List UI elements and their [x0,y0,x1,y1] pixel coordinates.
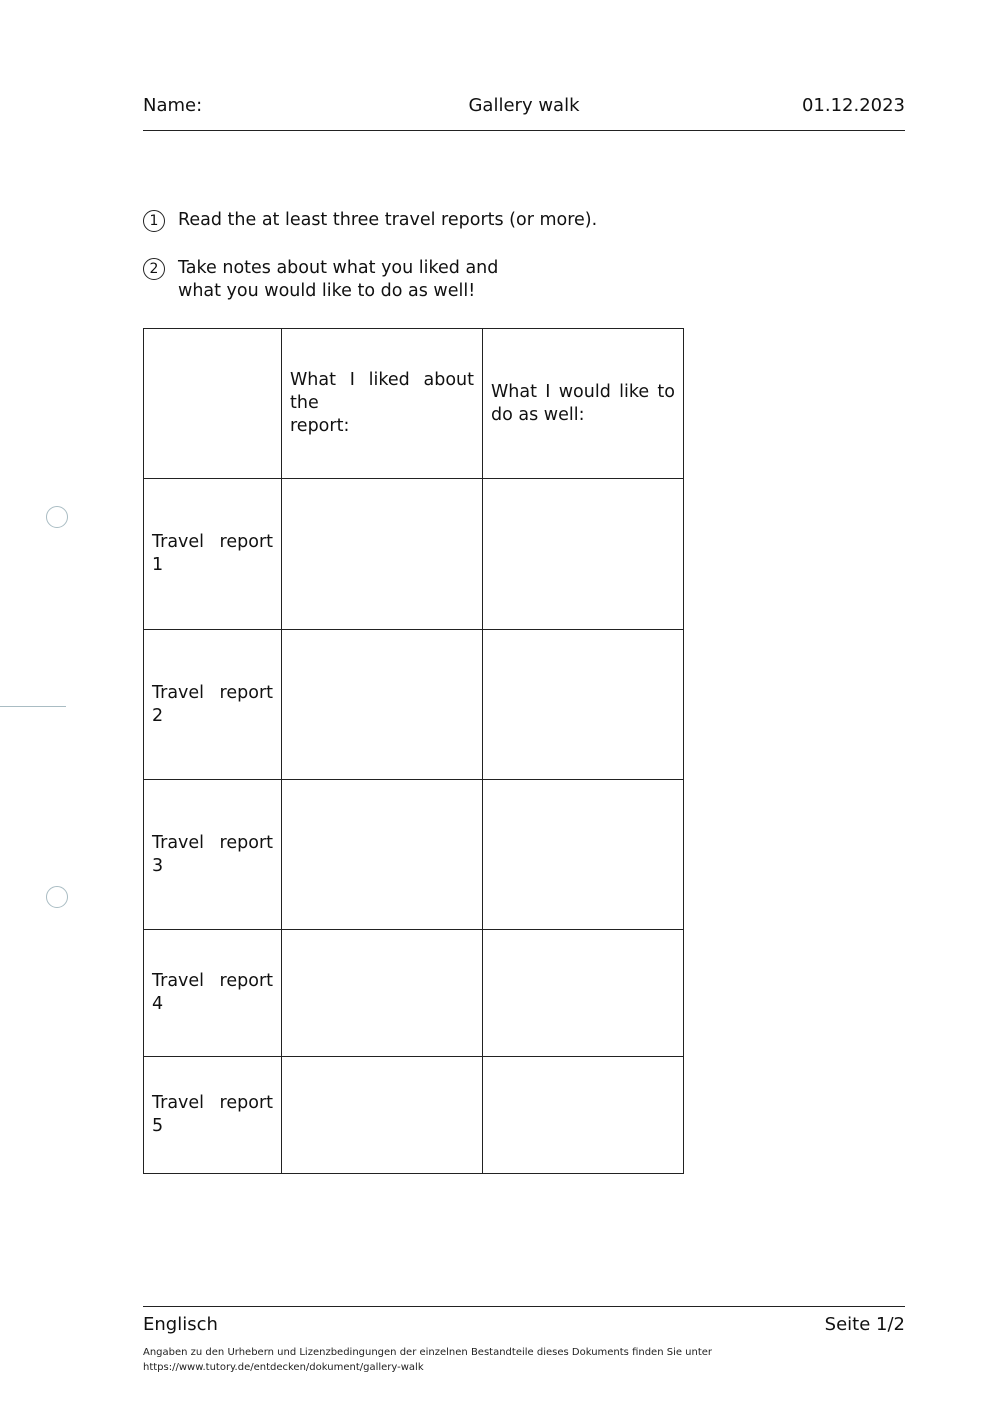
row-label-word: report [219,832,273,853]
table-header-row [144,329,684,479]
header-liked-line: What I liked about the [290,370,474,413]
liked-notes-cell[interactable] [282,1057,483,1174]
name-label: Name: [143,95,203,116]
row-label-word: Travel [152,832,205,853]
header-word: would [558,381,611,402]
header-word: I [545,381,551,402]
row-label-word: Travel [152,682,205,703]
task-number-circle: 2 [143,258,165,280]
license-note [143,1345,712,1375]
row-label-cell [144,479,282,630]
header-word: What [491,381,537,402]
task-line: Take notes about what you liked and [178,258,499,278]
subject-label: Englisch [143,1314,218,1335]
table-row [144,930,684,1057]
liked-notes-cell[interactable] [282,630,483,780]
table-row [144,1057,684,1174]
task-text [178,257,498,303]
table-row [144,630,684,780]
page-footer [143,1306,905,1373]
like-to-do-notes-cell[interactable] [483,479,684,630]
row-label-line [152,531,273,554]
liked-notes-cell[interactable] [282,479,483,630]
table-row [144,479,684,630]
fold-mark [0,706,66,707]
like-to-do-notes-cell[interactable] [483,1057,684,1174]
row-label-word: Travel [152,532,205,552]
page-title: Gallery walk [468,95,580,116]
liked-notes-cell[interactable] [282,780,483,930]
header-like-to-do-line [491,381,675,404]
row-label-number: 3 [152,855,164,876]
header-word: like [619,381,650,402]
license-url[interactable]: https://www.tutory.de/entdecken/dokument/gallery-walk [143,1362,424,1373]
header-liked [282,329,483,479]
punch-hole-mark [46,886,68,908]
row-label-cell [144,1057,282,1174]
header-liked-line: report: [290,416,350,436]
header-like-to-do [483,329,684,479]
like-to-do-notes-cell[interactable] [483,630,684,780]
row-label-number: 2 [152,705,164,726]
task-line: Read the at least three travel reports (or more). [178,210,598,230]
like-to-do-notes-cell[interactable] [483,780,684,930]
row-label-line [152,970,273,993]
date-label: 01.12.2023 [801,95,905,116]
row-label-word: report [219,682,273,703]
header-word: to [657,381,675,402]
row-label-word: Travel [152,971,205,991]
row-label-line [152,832,273,855]
header-like-to-do-line: do as well: [491,404,585,425]
row-label-word: Travel [152,1093,205,1113]
liked-notes-cell[interactable] [282,930,483,1057]
row-label-number: 5 [152,1116,164,1136]
page-number: Seite 1/2 [824,1314,905,1335]
task-text [178,209,597,232]
row-label-line [152,1092,273,1115]
table-row [144,780,684,930]
row-label-word: report [219,1093,273,1113]
row-label-number: 1 [152,555,164,575]
row-label-cell [144,630,282,780]
punch-hole-mark [46,506,68,528]
table-corner-cell [144,329,282,479]
page-header [143,95,905,131]
task-line: what you would like to do as well! [178,281,476,301]
row-label-word: report [219,971,273,991]
row-label-word: report [219,532,273,552]
row-label-cell [144,780,282,930]
row-label-cell [144,930,282,1057]
license-text: Angaben zu den Urhebern und Lizenzbedingungen der einzelnen Bestandteile dieses Dokuments finden Sie unter [143,1347,713,1358]
task-number-circle: 1 [143,210,165,232]
row-label-line [152,682,273,705]
notes-table [143,328,684,1174]
footer-row [143,1307,905,1337]
row-label-number: 4 [152,994,164,1014]
like-to-do-notes-cell[interactable] [483,930,684,1057]
